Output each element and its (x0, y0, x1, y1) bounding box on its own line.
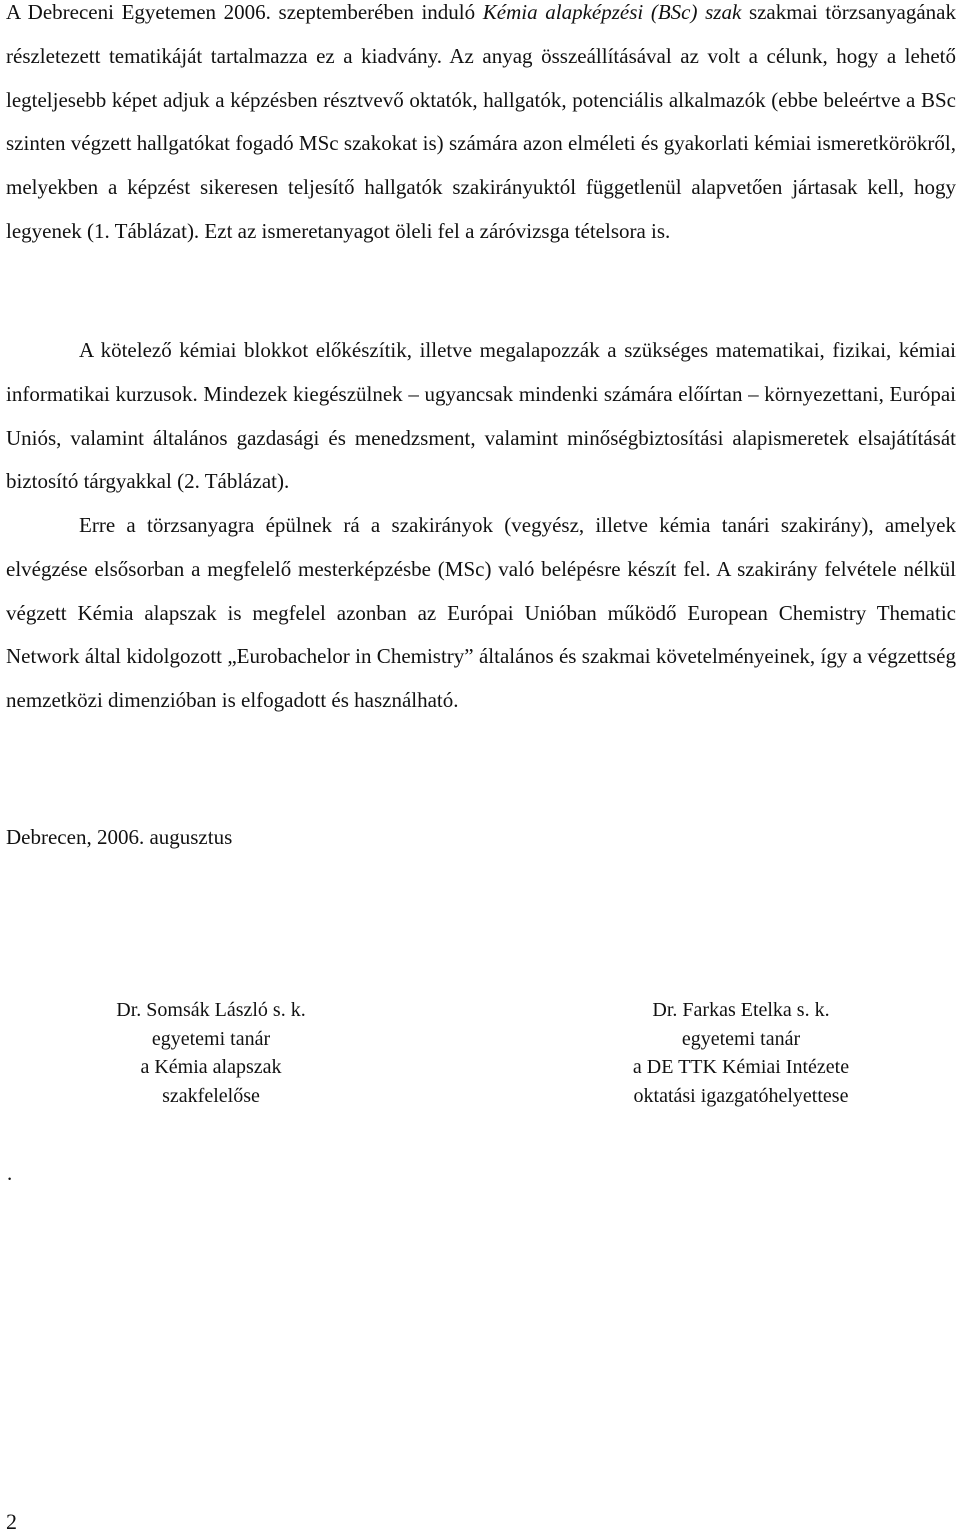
intro-paragraph (6, 0, 956, 254)
page-number: 2 (6, 1509, 17, 1534)
signatory-name: Dr. Farkas Etelka s. k. (652, 999, 830, 1021)
signatory-name: Dr. Somsák László s. k. (116, 999, 306, 1021)
signature-block-left (66, 996, 356, 1110)
signatory-title: egyetemi tanár (151, 1027, 271, 1050)
signatory-role-line2: oktatási igazgatóhelyettese (633, 1084, 849, 1107)
signatory-role-line1: a DE TTK Kémiai Intézete (632, 1056, 850, 1078)
signatory-role-line2: szakfelelőse (162, 1084, 260, 1107)
intro-text-rest: szakmai törzsanyagának részletezett tematikáját tartalmazza ez a kiadvány. Az anyag összeállításával az volt a célunk, hogy a lehető legteljesebb képet adjuk a képzésben résztvevő oktatók, hallgatók, potenciális alkalmazók (ebbe beleértve a BSc szinten végzett hallgatókat fogadó MSc szakokat is) számára azon elméleti és gyakorlati kémiai ismeretkörökről, melyekben a képzést sikeresen teljesítő hallgatók szakirányuktól függetlenül alapvetően jártasak kell, hogy legyenek (1. Táblázat). Ezt az ismeretanyagot öleli fel a záróvizsga tételsora is. (6, 0, 956, 243)
stray-period: . (7, 1161, 13, 1185)
signature-block-right (586, 996, 896, 1110)
signatory-title: egyetemi tanár (681, 1027, 801, 1050)
paragraph-3: Erre a törzsanyagra épülnek rá a szakirányok (vegyész, illetve kémia tanári szakirány), amelyek elvégzése elsősorban a megfelelő mesterképzésbe (MSc) való belépésre készít fel. A szakirány felvétele nélkül végzett Kémia alapszak is megfelel azonban az Európai Unióban működő European Chemistry Thematic Network által kidolgozott „Eurobachelor in Chemistry” általános és szakmai követelményeinek, így a végzettség nemzetközi dimenzióban is elfogadott és használható. (6, 513, 956, 713)
intro-text-start: A Debreceni Egyetemen 2006. szeptemberében induló (6, 0, 483, 24)
place-date: Debrecen, 2006. augusztus (6, 825, 233, 849)
program-name: Kémia alapképzési (BSc) szak (482, 0, 742, 24)
paragraph-2: A kötelező kémiai blokkot előkészítik, illetve megalapozzák a szükséges matematikai, fizikai, kémiai informatikai kurzusok. Mindezek kiegészülnek – ugyancsak mindenki számára előírtan – környezettani, Európai Uniós, valamint általános gazdasági és menedzsment, valamint minőségbiztosítási alapismeretek elsajátítását biztosító tárgyakkal (2. Táblázat). (6, 338, 956, 494)
signatory-role-line1: a Kémia alapszak (140, 1056, 282, 1078)
